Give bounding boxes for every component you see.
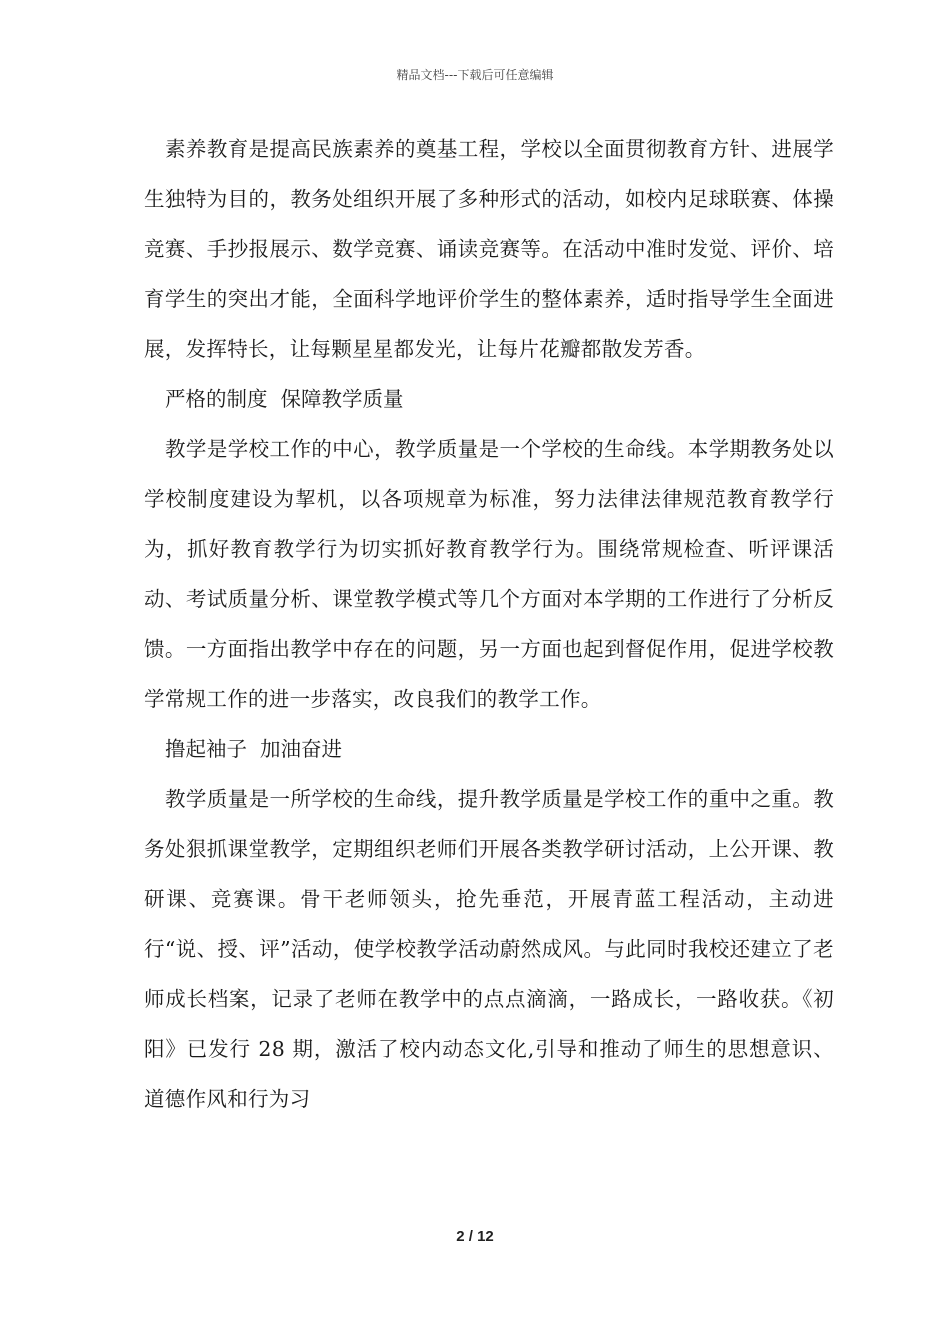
section-heading-roll-up-sleeves: 撸起袖子 加油奋进 (165, 737, 343, 761)
header-note: 精品文档---下载后可任意编辑 (396, 68, 554, 82)
document-body (144, 124, 834, 1124)
paragraph-teaching-quality: 教学质量是一所学校的生命线，提升教学质量是学校工作的重中之重。教务处狠抓课堂教学，定期组织老师们开展各类教学研讨活动，上公开课、教研课、竞赛课。骨干老师领头，抢先垂范，开展青蓝工程活动，主动进行“说、授、评”活动，使学校教学活动蔚然成风。与此同时我校还建立了老师成长档案，记录了老师在教学中的点点滴滴，一路成长，一路收获。《初阳》已发行 28 期，激活了校内动态文化,引导和推动了师生的思想意识、道德作风和行为习 (144, 787, 834, 1111)
paragraph-quality-education: 素养教育是提高民族素养的奠基工程，学校以全面贯彻教育方针、进展学生独特为目的，教务处组织开展了多种形式的活动，如校内足球联赛、体操竞赛、手抄报展示、数学竞赛、诵读竞赛等。在活动中准时发觉、评价、培育学生的突出才能，全面科学地评价学生的整体素养，适时指导学生全面进展，发挥特长，让每颗星星都发光，让每片花瓣都散发芳香。 (144, 137, 834, 361)
section-heading-strict-system: 严格的制度 保障教学质量 (165, 387, 404, 411)
page-indicator: 2 / 12 (456, 1228, 494, 1245)
paragraph-teaching-center: 教学是学校工作的中心，教学质量是一个学校的生命线。本学期教务处以学校制度建设为挈机，以各项规章为标准，努力法律法律规范教育教学行为，抓好教育教学行为切实抓好教育教学行为。围绕常规检查、听评课活动、考试质量分析、课堂教学模式等几个方面对本学期的工作进行了分析反馈。一方面指出教学中存在的问题，另一方面也起到督促作用，促进学校教学常规工作的进一步落实，改良我们的教学工作。 (144, 437, 834, 711)
